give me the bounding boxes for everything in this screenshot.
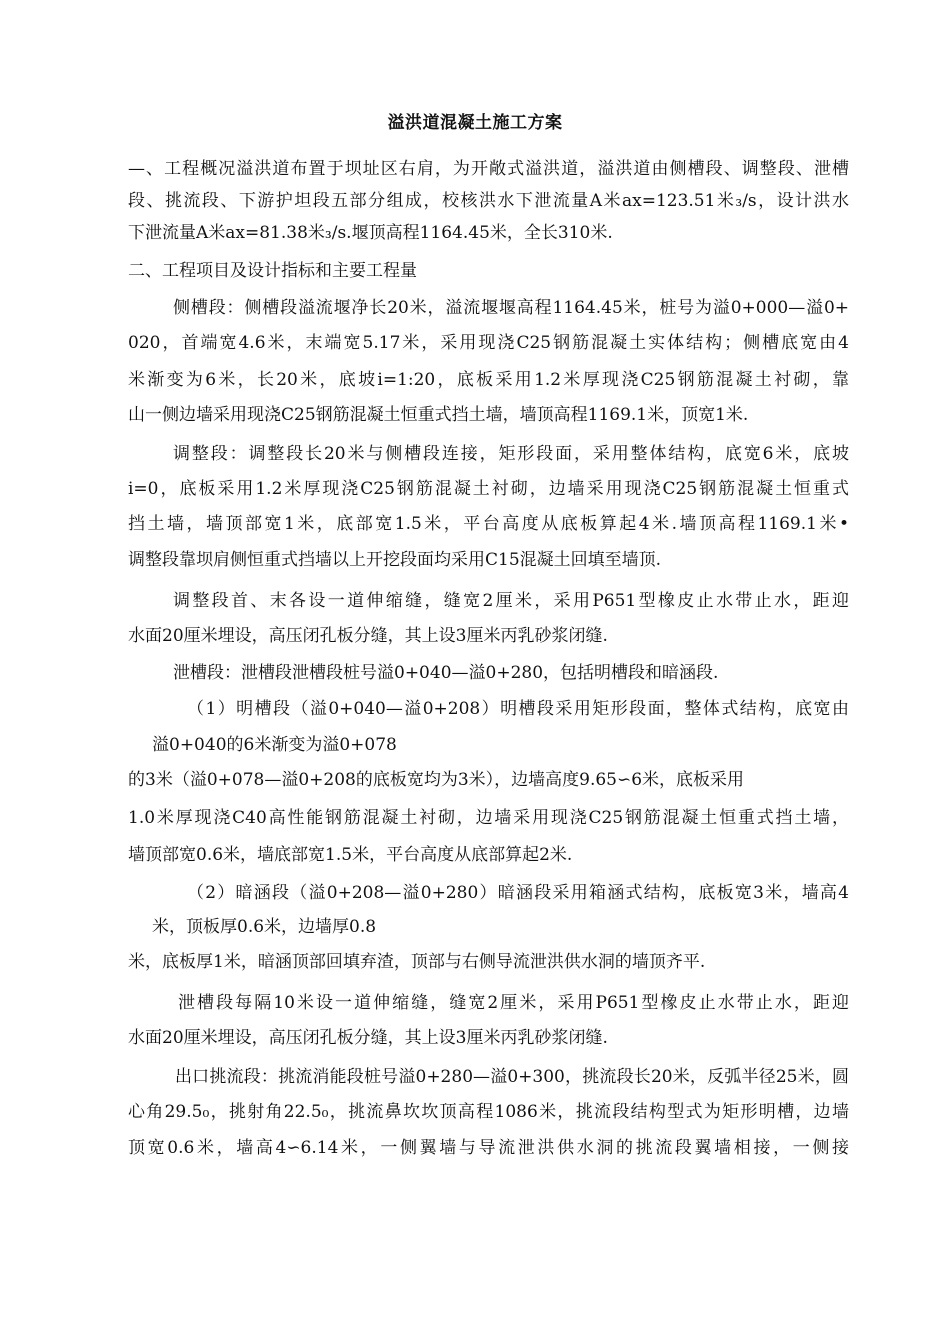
text-line: 段、挑流段、下游护坦段五部分组成，校核洪水下泄流量A米ax=123.51米₃/s，设计洪水 [128, 191, 849, 211]
text-line: 溢0+040的6米渐变为溢0+078 [152, 735, 397, 755]
text-line: 米，底板厚1米，暗涵顶部回填弃渣，顶部与右侧导流泄洪供水洞的墙顶齐平. [128, 952, 706, 972]
section-heading: 二、工程项目及设计指标和主要工程量 [128, 261, 417, 281]
text-line: 顶宽0.6米，墙高4∽6.14米，一侧翼墙与导流泄洪供水洞的挑流段翼墙相接，一侧接 [128, 1138, 849, 1158]
text-line: —、工程概况溢洪道布置于坝址区右肩，为开敞式溢洪道，溢洪道由侧槽段、调整段、泄槽 [128, 159, 849, 179]
text-line: 调整段首、末各设一道伸缩缝，缝宽2厘米，采用P651型橡皮止水带止水，距迎 [173, 591, 849, 611]
text-line: 泄槽段：泄槽段泄槽段桩号溢0+040—溢0+280，包括明槽段和暗涵段. [173, 663, 719, 683]
text-line: 1.0米厚现浇C40高性能钢筋混凝土衬砌，边墙采用现浇C25钢筋混凝土恒重式挡土墙， [128, 808, 849, 828]
text-line: 山一侧边墙采用现浇C25钢筋混凝土恒重式挡土墙，墙顶高程1169.1米，顶宽1米. [128, 405, 749, 425]
text-line: 020，首端宽4.6米，末端宽5.17米，采用现浇C25钢筋混凝土实体结构；侧槽底宽由4 [128, 333, 849, 353]
text-line: （2）暗涵段（溢0+208—溢0+280）暗涵段采用箱涵式结构，底板宽3米，墙高4 [187, 883, 849, 903]
text-line: 水面20厘米埋设，高压闭孔板分缝，其上设3厘米丙乳砂浆闭缝. [128, 626, 608, 646]
text-line: 调整段靠坝肩侧恒重式挡墙以上开挖段面均采用C15混凝土回填至墙顶. [128, 550, 662, 570]
text-line: 心角29.5₀，挑射角22.5₀，挑流鼻坎坎顶高程1086米，挑流段结构型式为矩形明槽，边墙 [128, 1102, 849, 1122]
text-line: 水面20厘米埋设，高压闭孔板分缝，其上设3厘米丙乳砂浆闭缝. [128, 1028, 608, 1048]
text-line: 米渐变为6米，长20米，底坡i=1:20，底板采用1.2米厚现浇C25钢筋混凝土衬砌，靠 [128, 370, 849, 390]
text-line: 侧槽段：侧槽段溢流堰净长20米，溢流堰堰高程1164.45米，桩号为溢0+000—溢0+ [173, 298, 849, 318]
text-line: i=0，底板采用1.2米厚现浇C25钢筋混凝土衬砌，边墙采用现浇C25钢筋混凝土恒重式 [128, 479, 849, 499]
text-line: 墙顶部宽0.6米，墙底部宽1.5米，平台高度从底部算起2米. [128, 845, 573, 865]
text-line: 下泄流量A米ax=81.38米₃/s.堰顶高程1164.45米，全长310米. [128, 223, 613, 243]
text-line: 的3米（溢0+078—溢0+208的底板宽均为3米），边墙高度9.65∽6米，底板采用 [128, 770, 745, 790]
text-line: 米，顶板厚0.6米，边墙厚0.8 [152, 917, 377, 937]
text-line: 调整段：调整段长20米与侧槽段连接，矩形段面，采用整体结构，底宽6米，底坡 [173, 444, 849, 464]
text-line: 泄槽段每隔10米设一道伸缩缝，缝宽2厘米，采用P651型橡皮止水带止水，距迎 [178, 993, 849, 1013]
document-title: 溢洪道混凝土施工方案 [387, 113, 563, 133]
text-line: 挡土墙，墙顶部宽1米，底部宽1.5米，平台高度从底板算起4米.墙顶高程1169.1米• [128, 514, 849, 534]
text-line: 出口挑流段：挑流消能段桩号溢0+280—溢0+300，挑流段长20米，反弧半径25米，圆 [175, 1067, 849, 1087]
text-line: （1）明槽段（溢0+040—溢0+208）明槽段采用矩形段面，整体式结构，底宽由 [187, 699, 849, 719]
